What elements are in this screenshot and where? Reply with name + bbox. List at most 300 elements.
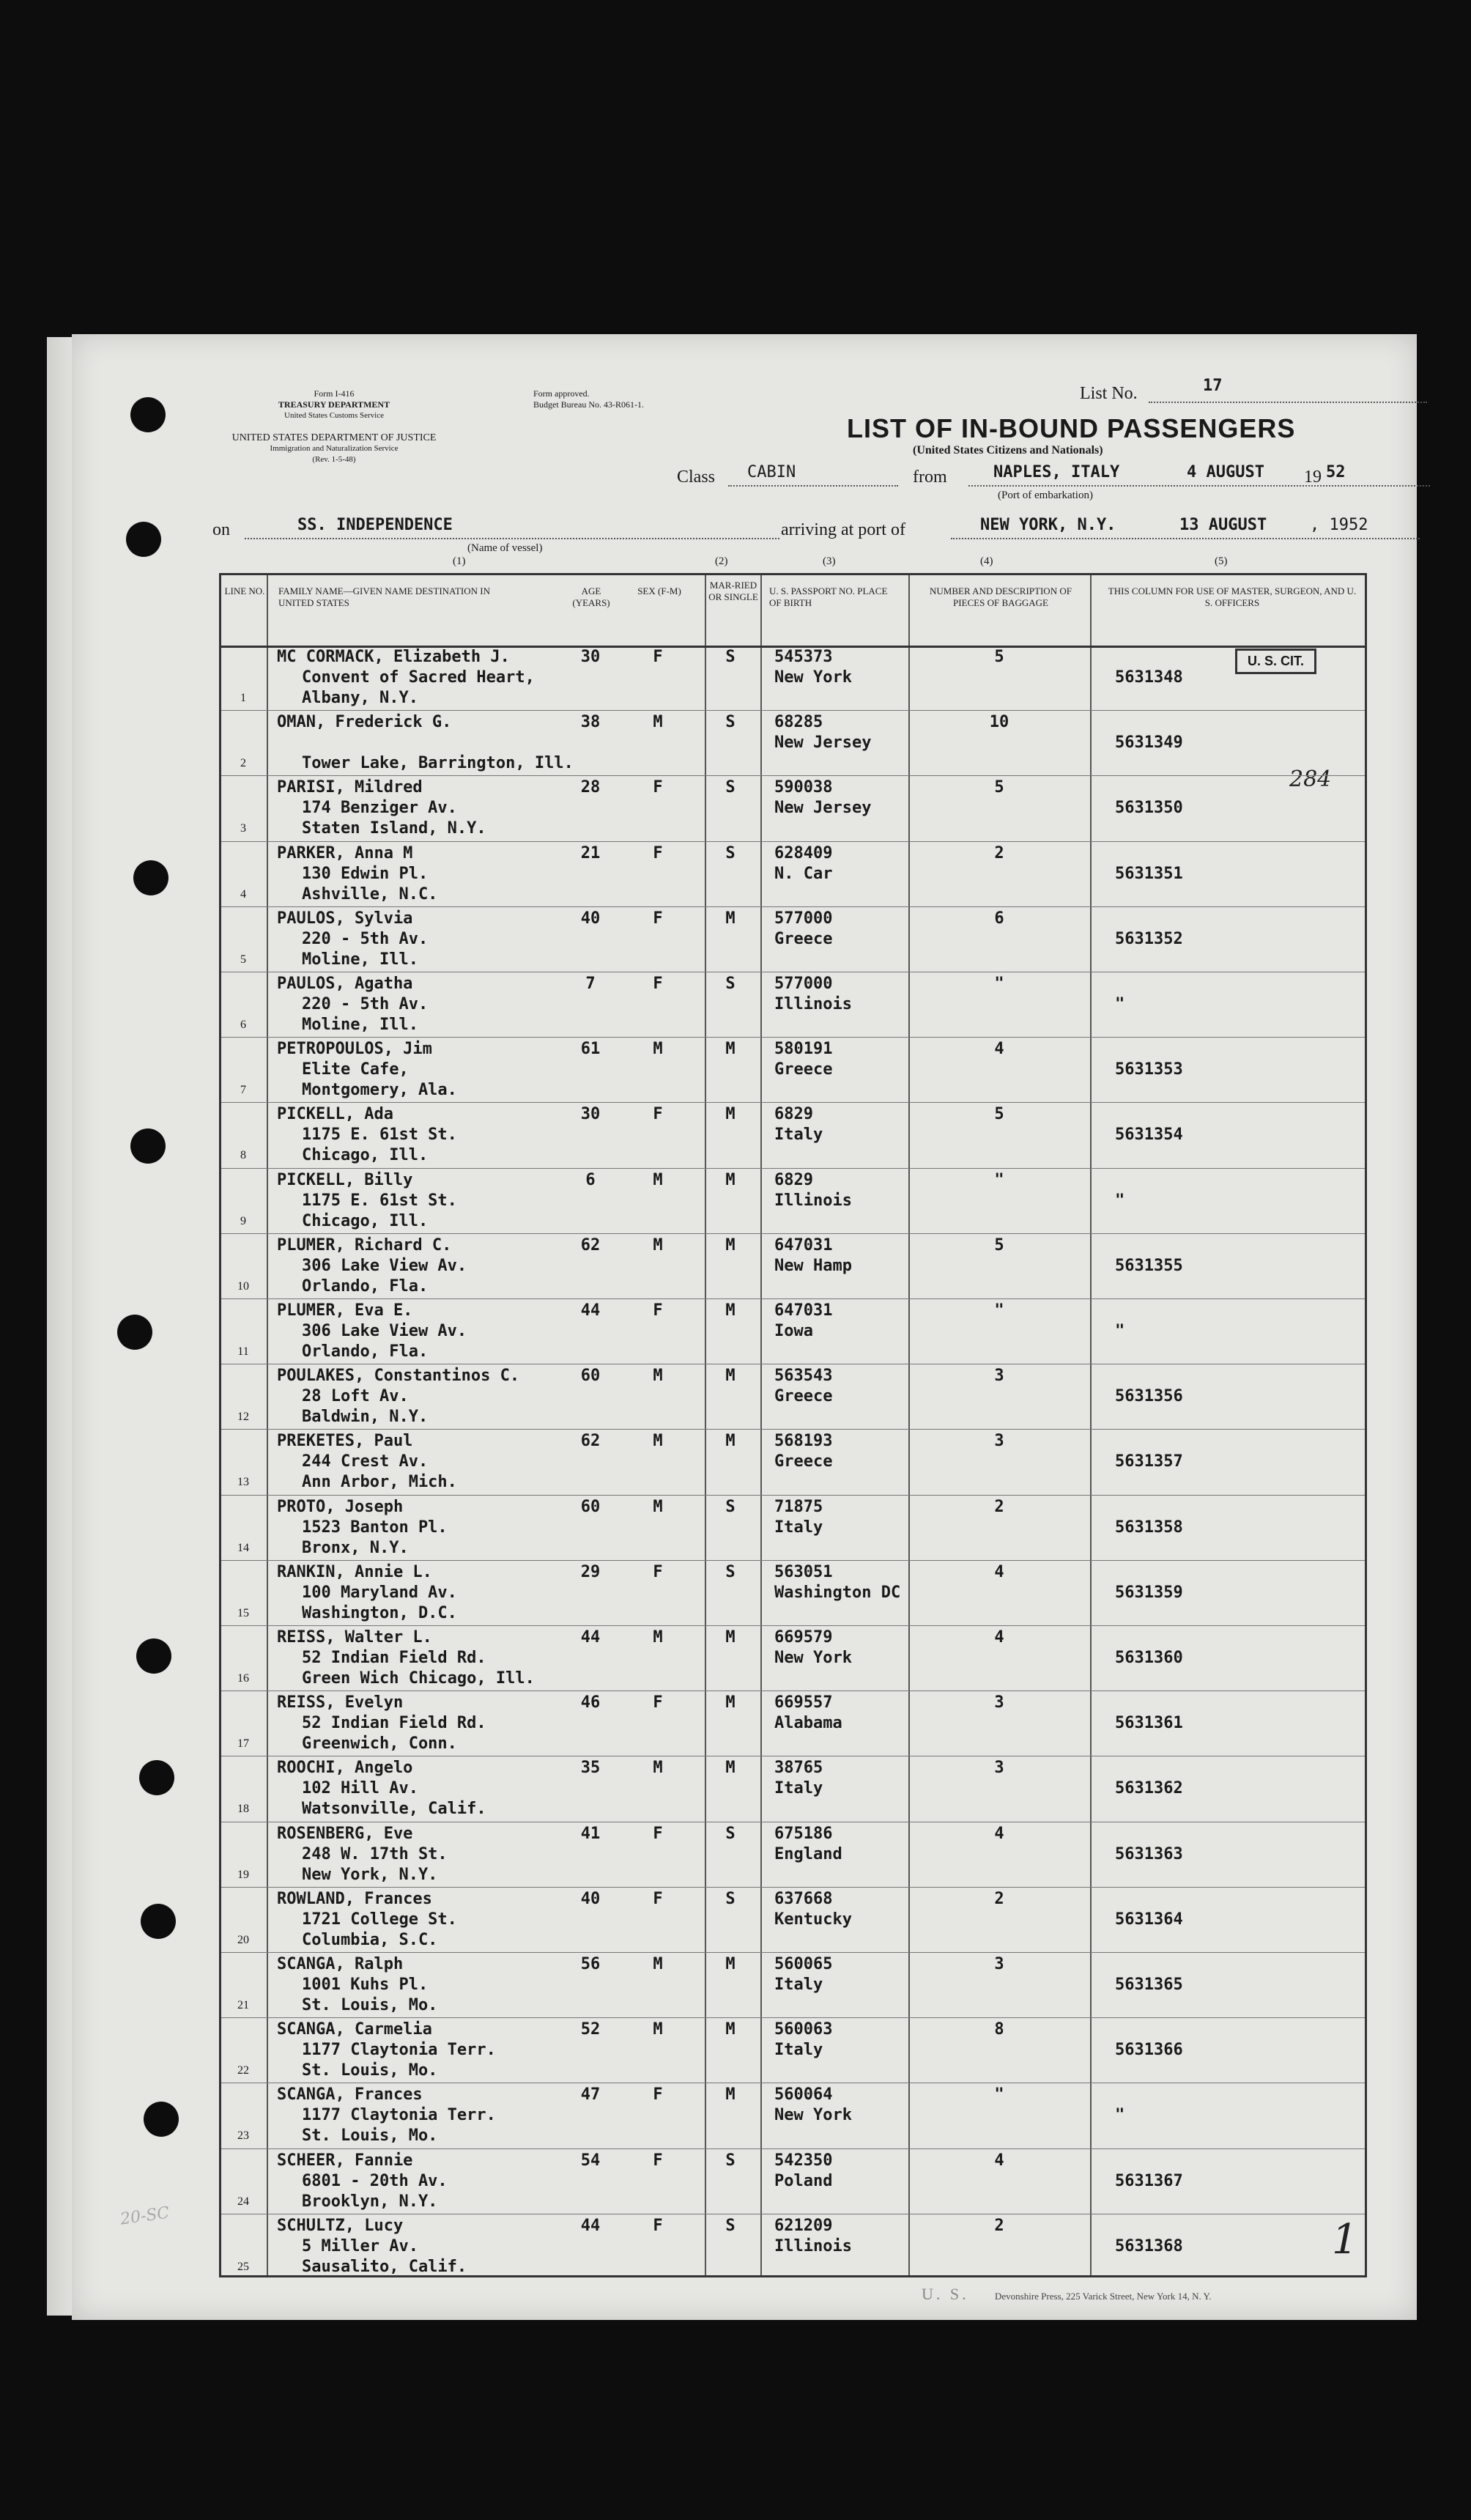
passenger-name: SCANGA, Carmelia <box>277 2020 432 2039</box>
officer-number: 5631364 <box>1115 1910 1183 1929</box>
passenger-name: SCANGA, Ralph <box>277 1955 404 1973</box>
marital-cell: S <box>725 1889 736 1908</box>
sex-cell: F <box>653 975 663 993</box>
passenger-table <box>219 573 1367 2277</box>
punch-hole <box>139 1760 174 1795</box>
marital-cell: M <box>725 1955 736 1973</box>
destination-city: Washington, D.C. <box>302 1603 457 1622</box>
birth-place: Italy <box>774 1779 823 1798</box>
destination-city: Columbia, S.C. <box>302 1930 438 1949</box>
destination-street: 1177 Claytonia Terr. <box>302 2106 496 2125</box>
sex-cell: F <box>653 778 663 797</box>
sex-cell: M <box>653 1235 663 1255</box>
vessel-line <box>245 538 779 539</box>
table-row <box>221 1430 1365 1495</box>
punch-hole <box>126 522 161 557</box>
marital-cell: M <box>725 1759 736 1778</box>
passport-number: 647031 <box>774 1301 833 1320</box>
passport-number: 563543 <box>774 1367 833 1386</box>
table-row <box>221 1169 1365 1234</box>
officer-number: 5631354 <box>1115 1126 1183 1145</box>
birth-place: New Jersey <box>774 799 872 818</box>
passenger-name: PICKELL, Ada <box>277 1105 393 1124</box>
table-row <box>221 842 1365 907</box>
age-cell: 44 <box>580 1628 601 1647</box>
table-row <box>221 1496 1365 1561</box>
destination-city: Moline, Ill. <box>302 1016 418 1034</box>
age-cell: 61 <box>580 1040 601 1059</box>
destination-street: Convent of Sacred Heart, <box>302 668 535 687</box>
destination-city: Tower Lake, Barrington, Ill. <box>302 754 574 773</box>
sex-cell: M <box>653 1497 663 1516</box>
baggage-count: 6 <box>994 909 1004 928</box>
col-num-1: (1) <box>453 555 466 567</box>
officer-number: 5631348 <box>1115 668 1183 687</box>
col-header-married: MAR-RIED OR SINGLE <box>708 580 758 602</box>
destination-city: Ann Arbor, Mich. <box>302 1473 457 1492</box>
officer-number: 5631362 <box>1115 1779 1183 1798</box>
punch-hole <box>117 1315 152 1350</box>
table-row <box>221 776 1365 841</box>
line-number: 10 <box>237 1279 249 1293</box>
line-number: 2 <box>240 757 246 770</box>
approved-label: Form approved. <box>533 388 590 399</box>
officer-number: 5631368 <box>1115 2236 1183 2255</box>
passport-number: 563051 <box>774 1562 833 1581</box>
line-number: 12 <box>237 1411 249 1424</box>
baggage-count: 4 <box>994 1562 1004 1581</box>
birth-place: Italy <box>774 1126 823 1145</box>
marital-cell: S <box>725 975 736 993</box>
destination-street: 6801 - 20th Av. <box>302 2171 448 2190</box>
table-row <box>221 2149 1365 2214</box>
table-row <box>221 1364 1365 1430</box>
table-row <box>221 1038 1365 1103</box>
officer-number: 5631355 <box>1115 1256 1183 1275</box>
line-number: 14 <box>237 1541 249 1554</box>
passenger-name: PICKELL, Billy <box>277 1170 413 1189</box>
from-line <box>968 485 1430 487</box>
punch-hole <box>133 860 168 895</box>
marital-cell: M <box>725 1367 736 1386</box>
marital-cell: M <box>725 1235 736 1255</box>
sex-cell: M <box>653 1628 663 1647</box>
passport-number: 6829 <box>774 1170 813 1189</box>
destination-street: 1523 Banton Pl. <box>302 1518 448 1537</box>
line-number: 17 <box>237 1737 249 1751</box>
passport-number: 621209 <box>774 2216 833 2235</box>
marital-cell: S <box>725 1562 736 1581</box>
age-cell: 29 <box>580 1562 601 1581</box>
destination-city: St. Louis, Mo. <box>302 1996 438 2014</box>
passport-number: 577000 <box>774 975 833 993</box>
officer-number: " <box>1115 1322 1125 1340</box>
baggage-count: 2 <box>994 1497 1004 1516</box>
destination-city: Greenwich, Conn. <box>302 1734 457 1754</box>
destination-street: 5 Miller Av. <box>302 2236 418 2255</box>
age-cell: 30 <box>580 648 601 666</box>
destination-street: 220 - 5th Av. <box>302 995 429 1013</box>
birth-place: Italy <box>774 2041 823 2060</box>
birth-place: Kentucky <box>774 1910 852 1929</box>
table-row <box>221 1299 1365 1364</box>
us-citizen-stamp: U. S. CIT. <box>1235 649 1316 674</box>
line-number: 3 <box>240 822 246 835</box>
arriving-label: arriving at port of <box>781 520 905 539</box>
age-cell: 44 <box>580 2216 601 2235</box>
destination-city: Baldwin, N.Y. <box>302 1408 429 1427</box>
age-cell: 52 <box>580 2020 601 2039</box>
baggage-count: 2 <box>994 1889 1004 1908</box>
age-cell: 60 <box>580 1497 601 1516</box>
class-label: Class <box>677 468 716 487</box>
arrival-date: 13 AUGUST <box>1179 516 1267 534</box>
passenger-name: PAULOS, Sylvia <box>277 909 413 928</box>
table-row <box>221 646 1365 711</box>
passenger-name: PARISI, Mildred <box>277 778 423 797</box>
birth-place: New Jersey <box>774 734 872 753</box>
footer-us: U. S. <box>922 2285 969 2303</box>
baggage-count: 4 <box>994 1628 1004 1647</box>
marital-cell: M <box>725 1628 736 1647</box>
form-approved <box>533 388 644 410</box>
arrival-year: , 1952 <box>1310 516 1368 534</box>
officer-number: 5631358 <box>1115 1518 1183 1537</box>
destination-street: 306 Lake View Av. <box>302 1322 467 1340</box>
form-number: Form I-416 <box>314 388 355 399</box>
punch-hole <box>136 1638 171 1674</box>
line-number: 24 <box>237 2195 249 2208</box>
passport-number: 6829 <box>774 1105 813 1124</box>
destination-street: 102 Hill Av. <box>302 1779 418 1798</box>
year-suffix: 52 <box>1326 463 1346 481</box>
age-cell: 56 <box>580 1955 601 1973</box>
line-number: 23 <box>237 2129 249 2143</box>
age-cell: 40 <box>580 909 601 928</box>
sex-cell: F <box>653 1693 663 1712</box>
sex-cell: F <box>653 2151 663 2170</box>
destination-city: Watsonville, Calif. <box>302 1800 486 1819</box>
table-row <box>221 2018 1365 2083</box>
marital-cell: M <box>725 1105 736 1124</box>
class-line <box>728 485 898 487</box>
birth-place: Greece <box>774 929 833 948</box>
age-cell: 40 <box>580 1889 601 1908</box>
passenger-name: SCANGA, Frances <box>277 2085 423 2105</box>
baggage-count: 5 <box>994 778 1004 797</box>
destination-city: Sausalito, Calif. <box>302 2257 467 2276</box>
line-number: 8 <box>240 1149 246 1162</box>
table-row <box>221 1626 1365 1691</box>
birth-place: Poland <box>774 2171 833 2190</box>
col-num-5: (5) <box>1215 555 1228 567</box>
passenger-name: PLUMER, Richard C. <box>277 1235 452 1255</box>
baggage-count: 3 <box>994 1955 1004 1973</box>
passport-number: 560064 <box>774 2085 833 2105</box>
marital-cell: M <box>725 2085 736 2105</box>
passport-number: 669579 <box>774 1628 833 1647</box>
budget-label: Budget Bureau No. 43-R061-1. <box>533 399 644 410</box>
age-cell: 44 <box>580 1301 601 1320</box>
destination-city: Ashville, N.C. <box>302 884 438 904</box>
passenger-name: SCHULTZ, Lucy <box>277 2216 404 2235</box>
passport-number: 545373 <box>774 648 833 666</box>
passenger-name: OMAN, Frederick G. <box>277 713 452 732</box>
officer-number: 5631349 <box>1115 734 1183 753</box>
destination-city: St. Louis, Mo. <box>302 2061 438 2080</box>
passenger-name: SCHEER, Fannie <box>277 2151 413 2170</box>
sex-cell: F <box>653 1562 663 1581</box>
passenger-name: PARKER, Anna M <box>277 843 413 862</box>
sex-cell: M <box>653 1040 663 1059</box>
destination-street: 130 Edwin Pl. <box>302 864 429 883</box>
marital-cell: S <box>725 648 736 666</box>
birth-place: Greece <box>774 1387 833 1406</box>
destination-street: 1721 College St. <box>302 1910 457 1929</box>
marital-cell: S <box>725 2216 736 2235</box>
officer-number: 5631359 <box>1115 1583 1183 1602</box>
age-cell: 7 <box>585 975 596 993</box>
side-mark: 1 <box>1332 2216 1358 2264</box>
sex-cell: F <box>653 1105 663 1124</box>
destination-street: 1177 Claytonia Terr. <box>302 2041 496 2060</box>
line-number: 19 <box>237 1868 249 1881</box>
passport-number: 628409 <box>774 843 833 862</box>
arrival-line <box>951 538 1420 539</box>
baggage-count: 4 <box>994 1040 1004 1059</box>
vessel-caption: (Name of vessel) <box>467 542 543 554</box>
marital-cell: M <box>725 909 736 928</box>
line-number: 4 <box>240 887 246 901</box>
departure-date: 4 AUGUST <box>1187 463 1264 481</box>
line-number: 15 <box>237 1606 249 1619</box>
table-row <box>221 2214 1365 2280</box>
sex-cell: M <box>653 1759 663 1778</box>
col-header-passport: U. S. PASSPORT NO. PLACE OF BIRTH <box>769 585 888 608</box>
baggage-count: 2 <box>994 2216 1004 2235</box>
punch-hole <box>130 397 166 432</box>
baggage-count: 4 <box>994 2151 1004 2170</box>
sex-cell: M <box>653 1367 663 1386</box>
on-label: on <box>212 520 230 539</box>
sex-cell: M <box>653 713 663 732</box>
passenger-name: ROSENBERG, Eve <box>277 1824 413 1843</box>
destination-street: 1175 E. 61st St. <box>302 1126 457 1145</box>
passport-number: 675186 <box>774 1824 833 1843</box>
arrival-port: NEW YORK, N.Y. <box>980 516 1116 534</box>
line-number: 6 <box>240 1019 246 1031</box>
sex-cell: F <box>653 1301 663 1320</box>
baggage-count: 3 <box>994 1693 1004 1712</box>
table-row <box>221 1103 1365 1168</box>
passport-number: 568193 <box>774 1432 833 1451</box>
table-row <box>221 907 1365 972</box>
marital-cell: S <box>725 1497 736 1516</box>
officer-number: 5631353 <box>1115 1060 1183 1079</box>
birth-place: Illinois <box>774 2236 852 2255</box>
destination-street: Elite Cafe, <box>302 1060 409 1079</box>
punch-hole <box>130 1128 166 1164</box>
table-row <box>221 1691 1365 1756</box>
passenger-name: PLUMER, Eva E. <box>277 1301 413 1320</box>
officer-number: " <box>1115 2106 1125 2125</box>
sex-cell: F <box>653 1824 663 1843</box>
destination-street: 248 W. 17th St. <box>302 1844 448 1863</box>
list-no-value: 17 <box>1203 377 1223 395</box>
page-title: LIST OF IN-BOUND PASSENGERS <box>847 413 1296 443</box>
table-row <box>221 1234 1365 1299</box>
officer-number: 5631363 <box>1115 1844 1183 1863</box>
destination-street: 306 Lake View Av. <box>302 1256 467 1275</box>
passenger-name: PROTO, Joseph <box>277 1497 404 1516</box>
age-cell: 35 <box>580 1759 601 1778</box>
marital-cell: S <box>725 2151 736 2170</box>
passport-number: 560063 <box>774 2020 833 2039</box>
passport-number: 38765 <box>774 1759 823 1778</box>
table-row <box>221 1756 1365 1822</box>
birth-place: Illinois <box>774 995 852 1013</box>
from-label: from <box>913 468 947 487</box>
birth-place: N. Car <box>774 864 833 883</box>
sex-cell: F <box>653 2216 663 2235</box>
age-cell: 28 <box>580 778 601 797</box>
birth-place: New York <box>774 1649 852 1667</box>
form-info <box>261 388 407 421</box>
baggage-count: " <box>994 1170 1004 1189</box>
marital-cell: S <box>725 843 736 862</box>
birth-place: New York <box>774 2106 852 2125</box>
passenger-name: PETROPOULOS, Jim <box>277 1040 432 1059</box>
line-number: 7 <box>240 1084 246 1097</box>
passport-number: 68285 <box>774 713 823 732</box>
punch-hole <box>144 2102 179 2137</box>
destination-city: Bronx, N.Y. <box>302 1538 409 1557</box>
destination-street: 52 Indian Field Rd. <box>302 1714 486 1733</box>
passport-number: 577000 <box>774 909 833 928</box>
passenger-name: POULAKES, Constantinos C. <box>277 1367 520 1386</box>
age-cell: 54 <box>580 2151 601 2170</box>
col-header-officers: THIS COLUMN FOR USE OF MASTER, SURGEON, AND U. S. OFFICERS <box>1108 585 1357 608</box>
marital-cell: M <box>725 1040 736 1059</box>
sex-cell: M <box>653 1955 663 1973</box>
destination-street: 1001 Kuhs Pl. <box>302 1976 429 1994</box>
age-cell: 21 <box>580 843 601 862</box>
baggage-count: 5 <box>994 1105 1004 1124</box>
destination-city: Brooklyn, N.Y. <box>302 2192 438 2211</box>
line-number: 11 <box>237 1345 249 1358</box>
line-number: 20 <box>237 1933 249 1946</box>
passenger-name: RANKIN, Annie L. <box>277 1562 432 1581</box>
line-number: 18 <box>237 1803 249 1816</box>
treasury-dept: TREASURY DEPARTMENT <box>278 399 390 410</box>
table-header <box>221 575 1365 648</box>
passenger-name: REISS, Walter L. <box>277 1628 432 1647</box>
table-row <box>221 1822 1365 1888</box>
passport-number: 542350 <box>774 2151 833 2170</box>
list-no-label: List No. <box>1080 384 1138 403</box>
destination-street: 28 Loft Av. <box>302 1387 409 1406</box>
birth-place: Washington DC <box>774 1583 901 1602</box>
marital-cell: M <box>725 1693 736 1712</box>
destination-city: Chicago, Ill. <box>302 1146 429 1165</box>
officer-number: 5631356 <box>1115 1387 1183 1406</box>
destination-street: 1175 E. 61st St. <box>302 1191 457 1210</box>
line-number: 21 <box>237 1999 249 2011</box>
birth-place: Iowa <box>774 1322 813 1340</box>
marital-cell: M <box>725 1170 736 1189</box>
officer-number: " <box>1115 995 1125 1013</box>
age-cell: 30 <box>580 1105 601 1124</box>
sex-cell: F <box>653 2085 663 2105</box>
col-num-4: (4) <box>980 555 993 567</box>
col-header-name: FAMILY NAME—GIVEN NAME DESTINATION IN UNITED STATES <box>278 585 491 608</box>
destination-street: 220 - 5th Av. <box>302 929 429 948</box>
destination-city: Albany, N.Y. <box>302 689 418 707</box>
port-value: NAPLES, ITALY <box>993 463 1120 481</box>
passenger-name: PREKETES, Paul <box>277 1432 413 1451</box>
officer-number: 5631357 <box>1115 1452 1183 1471</box>
passenger-name: PAULOS, Agatha <box>277 975 413 993</box>
baggage-count: " <box>994 975 1004 993</box>
baggage-count: 3 <box>994 1367 1004 1386</box>
sex-cell: M <box>653 1170 663 1189</box>
baggage-count: 2 <box>994 843 1004 862</box>
doj-block <box>166 432 503 465</box>
sex-cell: F <box>653 648 663 666</box>
officer-number: 5631365 <box>1115 1976 1183 1994</box>
age-cell: 62 <box>580 1235 601 1255</box>
ins-label: Immigration and Naturalization Service <box>270 444 399 453</box>
col-num-3: (3) <box>823 555 836 567</box>
age-cell: 47 <box>580 2085 601 2105</box>
officer-number: 5631351 <box>1115 864 1183 883</box>
birth-place: New Hamp <box>774 1256 852 1275</box>
age-cell: 60 <box>580 1367 601 1386</box>
rev-label: (Rev. 1-5-48) <box>312 455 356 464</box>
passport-number: 637668 <box>774 1889 833 1908</box>
col-header-age: AGE (YEARS) <box>572 585 610 608</box>
passport-number: 580191 <box>774 1040 833 1059</box>
table-row <box>221 1561 1365 1626</box>
class-value: CABIN <box>747 463 796 481</box>
line-number: 9 <box>240 1214 246 1227</box>
destination-city: Moline, Ill. <box>302 950 418 969</box>
destination-city: New York, N.Y. <box>302 1865 438 1884</box>
page-subtitle: (United States Citizens and Nationals) <box>913 444 1103 457</box>
sex-cell: M <box>653 1432 663 1451</box>
passport-number: 647031 <box>774 1235 833 1255</box>
port-caption: (Port of embarkation) <box>998 489 1093 501</box>
officer-number: 5631360 <box>1115 1649 1183 1667</box>
line-number: 5 <box>240 953 246 966</box>
sex-cell: M <box>653 2020 663 2039</box>
destination-city: Green Wich Chicago, Ill. <box>302 1669 535 1688</box>
birth-place: Illinois <box>774 1191 852 1210</box>
destination-street: 100 Maryland Av. <box>302 1583 457 1602</box>
birth-place: Italy <box>774 1976 823 1994</box>
age-cell: 6 <box>585 1170 596 1189</box>
baggage-count: " <box>994 1301 1004 1320</box>
destination-street: 244 Crest Av. <box>302 1452 429 1471</box>
table-row <box>221 1953 1365 2018</box>
birth-place: England <box>774 1844 842 1863</box>
margin-note: 284 <box>1289 766 1332 792</box>
table-row <box>221 1888 1365 1953</box>
vessel-value: SS. INDEPENDENCE <box>297 516 453 534</box>
officer-number: 5631367 <box>1115 2171 1183 2190</box>
baggage-count: 3 <box>994 1432 1004 1451</box>
passenger-name: MC CORMACK, Elizabeth J. <box>277 648 510 666</box>
